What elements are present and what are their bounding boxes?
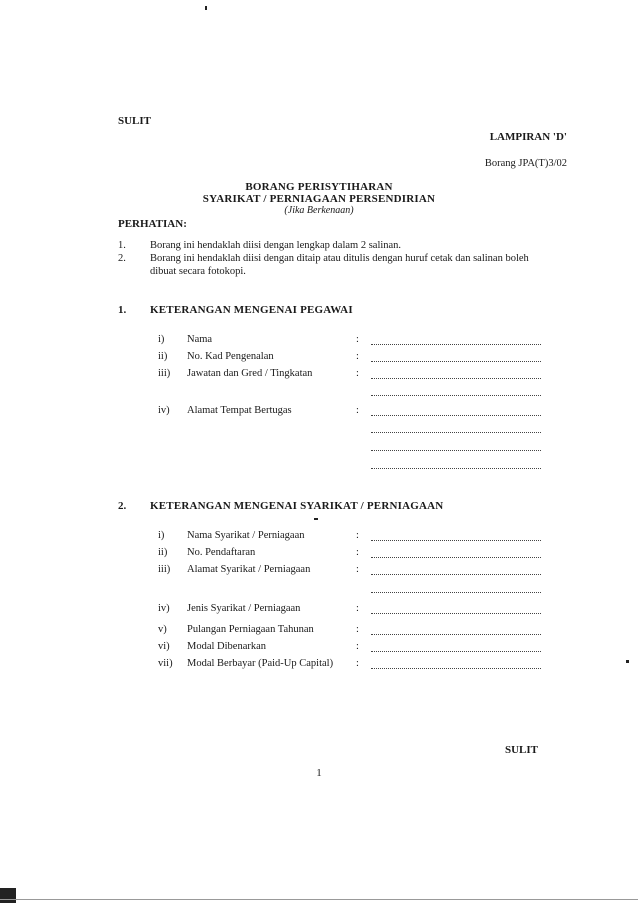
field-colon: : — [356, 603, 359, 614]
work-address-field-line-1[interactable] — [371, 415, 541, 416]
position-grade-field[interactable] — [371, 378, 541, 379]
field-label-paid-up-capital: Modal Berbayar (Paid-Up Capital) — [187, 658, 334, 669]
notice-item-number: 2. — [118, 253, 126, 264]
notice-item-text-continued: dibuat secara fotokopi. — [150, 266, 246, 277]
company-name-field[interactable] — [371, 540, 541, 541]
officer-name-field[interactable] — [371, 344, 541, 345]
work-address-field-line-4[interactable] — [371, 468, 541, 469]
work-address-field-line-3[interactable] — [371, 450, 541, 451]
classification-header: SULIT — [118, 115, 152, 127]
field-colon: : — [356, 547, 359, 558]
binding-mark — [0, 888, 16, 903]
position-grade-field-line-2[interactable] — [371, 395, 541, 396]
company-address-field-line-2[interactable] — [371, 592, 541, 593]
field-label-company-type: Jenis Syarikat / Perniagaan — [187, 603, 301, 614]
section-2-title: KETERANGAN MENGENAI SYARIKAT / PERNIAGAAN — [150, 500, 444, 512]
field-colon: : — [356, 334, 359, 345]
field-colon: : — [356, 624, 359, 635]
field-label-ic-number: No. Kad Pengenalan — [187, 351, 274, 362]
section-1-number: 1. — [118, 304, 127, 316]
field-label-authorized-capital: Modal Dibenarkan — [187, 641, 267, 652]
field-colon: : — [356, 405, 359, 416]
paid-up-capital-field[interactable] — [371, 668, 541, 669]
field-label-position-grade: Jawatan dan Gred / Tingkatan — [187, 368, 313, 379]
field-colon: : — [356, 530, 359, 541]
field-roman-numeral: ii) — [158, 351, 168, 362]
field-colon: : — [356, 351, 359, 362]
field-label-registration-number: No. Pendaftaran — [187, 547, 256, 558]
field-roman-numeral: iv) — [158, 405, 170, 416]
field-label-annual-revenue: Pulangan Perniagaan Tahunan — [187, 624, 314, 635]
section-2-number: 2. — [118, 500, 127, 512]
section-1-title: KETERANGAN MENGENAI PEGAWAI — [150, 304, 353, 316]
company-type-field[interactable] — [371, 613, 541, 614]
registration-number-field[interactable] — [371, 557, 541, 558]
field-roman-numeral: vi) — [158, 641, 170, 652]
notice-item-text: Borang ini hendaklah diisi dengan ditaip atau ditulis dengan huruf cetak dan salinan boleh — [150, 253, 529, 264]
notice-item-text: Borang ini hendaklah diisi dengan lengkap dalam 2 salinan. — [150, 240, 402, 251]
field-colon: : — [356, 368, 359, 379]
form-title: BORANG PERISYTIHARAN — [245, 181, 393, 193]
field-label-nama: Nama — [187, 334, 213, 345]
field-roman-numeral: iv) — [158, 603, 170, 614]
work-address-field-line-2[interactable] — [371, 432, 541, 433]
form-applicability-note: (Jika Berkenaan) — [284, 205, 354, 216]
field-label-company-address: Alamat Syarikat / Perniagaan — [187, 564, 311, 575]
field-roman-numeral: vii) — [158, 658, 173, 669]
scan-edge-line — [0, 899, 638, 900]
classification-footer: SULIT — [505, 744, 539, 756]
attachment-label: LAMPIRAN 'D' — [489, 131, 567, 143]
notice-item-number: 1. — [118, 240, 126, 251]
scan-speck — [626, 660, 629, 663]
ic-number-field[interactable] — [371, 361, 541, 362]
annual-revenue-field[interactable] — [371, 634, 541, 635]
field-roman-numeral: i) — [158, 530, 165, 541]
form-number: Borang JPA(T)3/02 — [484, 158, 567, 169]
field-roman-numeral: ii) — [158, 547, 168, 558]
field-roman-numeral: iii) — [158, 368, 171, 379]
field-roman-numeral: i) — [158, 334, 165, 345]
field-colon: : — [356, 658, 359, 669]
scan-speck — [314, 518, 318, 520]
page-number: 1 — [316, 767, 322, 779]
field-label-company-name: Nama Syarikat / Perniagaan — [187, 530, 305, 541]
field-roman-numeral: v) — [158, 624, 167, 635]
form-subtitle: SYARIKAT / PERNIAGAAN PERSENDIRIAN — [202, 193, 436, 205]
scan-speck — [205, 6, 207, 10]
authorized-capital-field[interactable] — [371, 651, 541, 652]
notice-heading: PERHATIAN: — [118, 218, 187, 230]
field-colon: : — [356, 641, 359, 652]
company-address-field-line-1[interactable] — [371, 574, 541, 575]
field-colon: : — [356, 564, 359, 575]
field-label-work-address: Alamat Tempat Bertugas — [187, 405, 292, 416]
field-roman-numeral: iii) — [158, 564, 171, 575]
